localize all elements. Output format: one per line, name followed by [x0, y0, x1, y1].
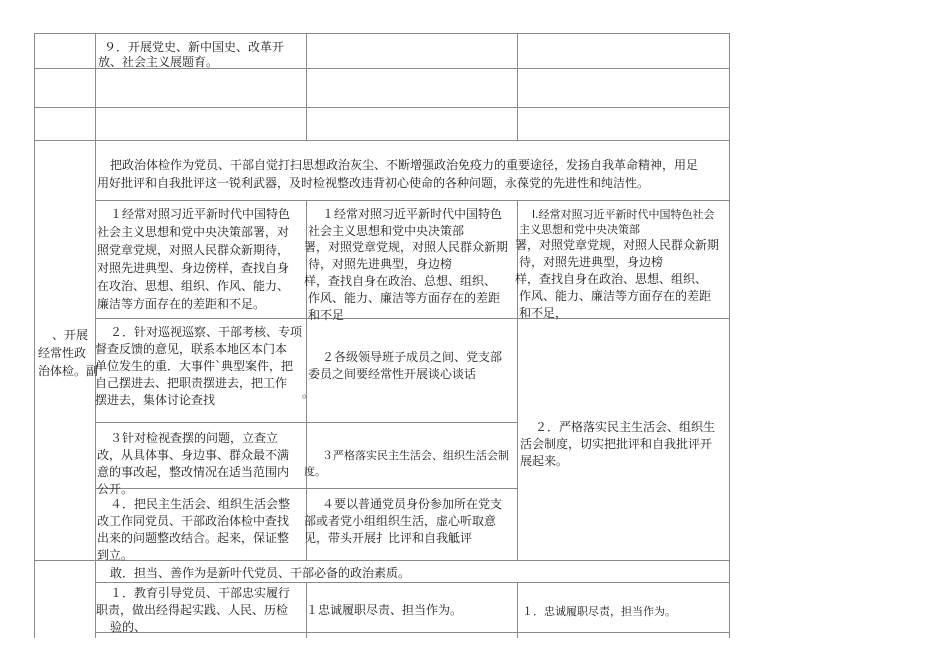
item4-col-a-line1: ４．把民主生活会、组织生活会整 [110, 497, 291, 511]
rule-col-a-b-upper [306, 33, 307, 140]
duty-item1-col-a-line1: １．教育引导党员、干部忠实履行 [110, 586, 291, 600]
category-line1: 、开展 [52, 328, 89, 342]
item1-col-b-line3: 署，对照党章党规，对照人民群众新期 [304, 240, 509, 254]
item2-col-b-line2: 委员之间要经常性开展谈心谈话 [308, 367, 477, 381]
item2-col-a-line1: ２．针对巡视巡察、干部考核、专项 [110, 325, 303, 339]
rule-top [34, 33, 729, 34]
item1-col-a-line2: 社会主义思想和党中央决策部署，对 [97, 225, 290, 239]
item1-col-a-line5: 在攻治、思想、组织、作风、能力、 [97, 279, 290, 293]
duty-intro: 敢．担当、善作为是新叶代党员、干部必备的政治素质。 [110, 566, 411, 580]
item2-col-a-line3: 单位发生的重．大事件`典型案件，把 [95, 359, 294, 373]
item1-col-c-line7: 和不足， [519, 306, 568, 320]
item2-col-a-line5: 摆进去，集体讨论查找 [95, 393, 216, 407]
duty-item1-col-a-line3: 验的、 [110, 620, 147, 634]
duty-item1-col-b: １忠诚履职尽责、担当作为。 [306, 603, 463, 617]
rule-intro-bottom [95, 200, 729, 201]
item4-col-b-line2: 部或者党小组组织生活，虚心听取意 [304, 514, 497, 528]
item4-col-a-line3: 出来的问题整改结合。起来，保证整 [97, 531, 290, 545]
item4-col-b-line1: ４要以普通党员身份参加所在党支 [322, 497, 503, 511]
rule-col-b-c-upper [517, 33, 518, 140]
item4-col-a-line2: 改工作同党员、干部政治体检中查找 [97, 514, 290, 528]
item2-col-c-line1: ２．严格落实民主生活会、组织生 [535, 420, 716, 434]
item1-col-b-line2: 社会主义思想和党中央决策部 [308, 224, 465, 238]
item1-col-a-line1: １经常对照习近平新时代中国特色 [110, 207, 291, 221]
item4-col-b-line3: 见，带头开展扌比评和自我觝评 [304, 531, 473, 545]
item1-col-c-line5: 样，查找自身在政治、思想、组织、 [515, 272, 708, 286]
item4-col-a-line4: 到立。 [97, 548, 134, 562]
item1-col-c-line2: 主义思想和党中央决策部 [519, 223, 640, 236]
duty-item1-col-a-line2: 职责，做出经得起实践、人民、历检 [96, 603, 289, 617]
rule-right [729, 33, 730, 638]
item1-col-a-line4: 对照先进典型、身边傍样，查找自身 [97, 261, 290, 275]
rule-duty-row-bottom [95, 632, 729, 633]
item3-col-b-line1: ３严格落实民主生活会、组织生活会制 [322, 449, 509, 462]
item1-col-c-line4: 待，对照先进典型，身边榜 [519, 255, 664, 269]
category-line2: 经常性政 [38, 346, 87, 360]
rule-col-category [95, 33, 96, 638]
rule-col-b-c-duty [517, 582, 518, 638]
rule-empty-row-1 [34, 107, 729, 108]
duty-item1-col-c: １．忠诚履职尽责，担当作为。 [522, 605, 676, 618]
item1-col-b-line4: 待，对照先进典型，身边榜 [308, 257, 453, 271]
check-intro-line2: 用好批评和自我批评这一锐利武器，及时检视整改违背初心使命的各种问题，永葆党的先进性和纯洁性。 [97, 176, 650, 190]
rule-left [34, 33, 35, 638]
check-intro-line1: 把政治体检作为党员、干部自觉打扫思想政治灰尘、不断增强政治免疫力的重要途径，发扬自我革命精神，用足 [110, 158, 699, 172]
rule-empty-row-2 [34, 140, 729, 141]
rule-section-bottom [34, 560, 729, 561]
item3-col-b-line2: 度。 [304, 465, 326, 478]
item1-col-b-line5: 样，查找自身在政治、总想、组织、 [304, 274, 497, 288]
item1-col-c-line1: l.经常对照习近平新时代中国特色社会 [532, 208, 715, 221]
item1-col-c-line6: 作风、能力、廉洁等方面存在的差距 [519, 289, 712, 303]
item1-col-b-line6: 作风、能力、廉洁等方面存在的差距 [308, 291, 501, 305]
item1-col-c-line3: 署，对照党章党规，对照人民群众新期 [515, 238, 720, 252]
item1-col-b-line1: １经常对照习近平新时代中国特色 [322, 207, 503, 221]
item2-col-a-line2: 督查反馈的意见，联系本地区本门本 [95, 342, 288, 356]
item2-col-c-line3: 展起来。 [520, 454, 569, 468]
item2-col-c-line2: 活会制度，切实把批评和自我批评开 [520, 437, 713, 451]
item3-col-a-line1: ３针对检视查摆的问题，立查立 [110, 431, 279, 445]
row9-col-a-line2: 放、社会主义展题育。 [98, 55, 219, 69]
category-line3: 治体检。副 [38, 364, 99, 378]
item1-col-b-line7: 和不足 [308, 308, 345, 322]
item2-col-b-tail: 。 [302, 386, 315, 400]
item1-col-a-line3: 照党章党规，对照人民群众新期待， [97, 243, 290, 257]
item2-col-b-line1: ２各级领导班子成员之间、党支部 [322, 350, 503, 364]
item3-col-a-line4: 公开。 [97, 482, 134, 496]
row9-col-a-line1: ９．开展党史、新中国史、改革开 [104, 40, 285, 54]
item1-col-a-line6: 廉洁等方面存在的差距和不足。 [97, 297, 266, 311]
item2-col-a-line4: 自己摆进去、把职责摆进去，把工作 [95, 376, 288, 390]
item3-col-a-line2: 改，从具体事、身边事、群众最不满 [97, 448, 290, 462]
item3-col-a-line3: 意的事改起，整改情况在适当范围内 [97, 465, 290, 479]
